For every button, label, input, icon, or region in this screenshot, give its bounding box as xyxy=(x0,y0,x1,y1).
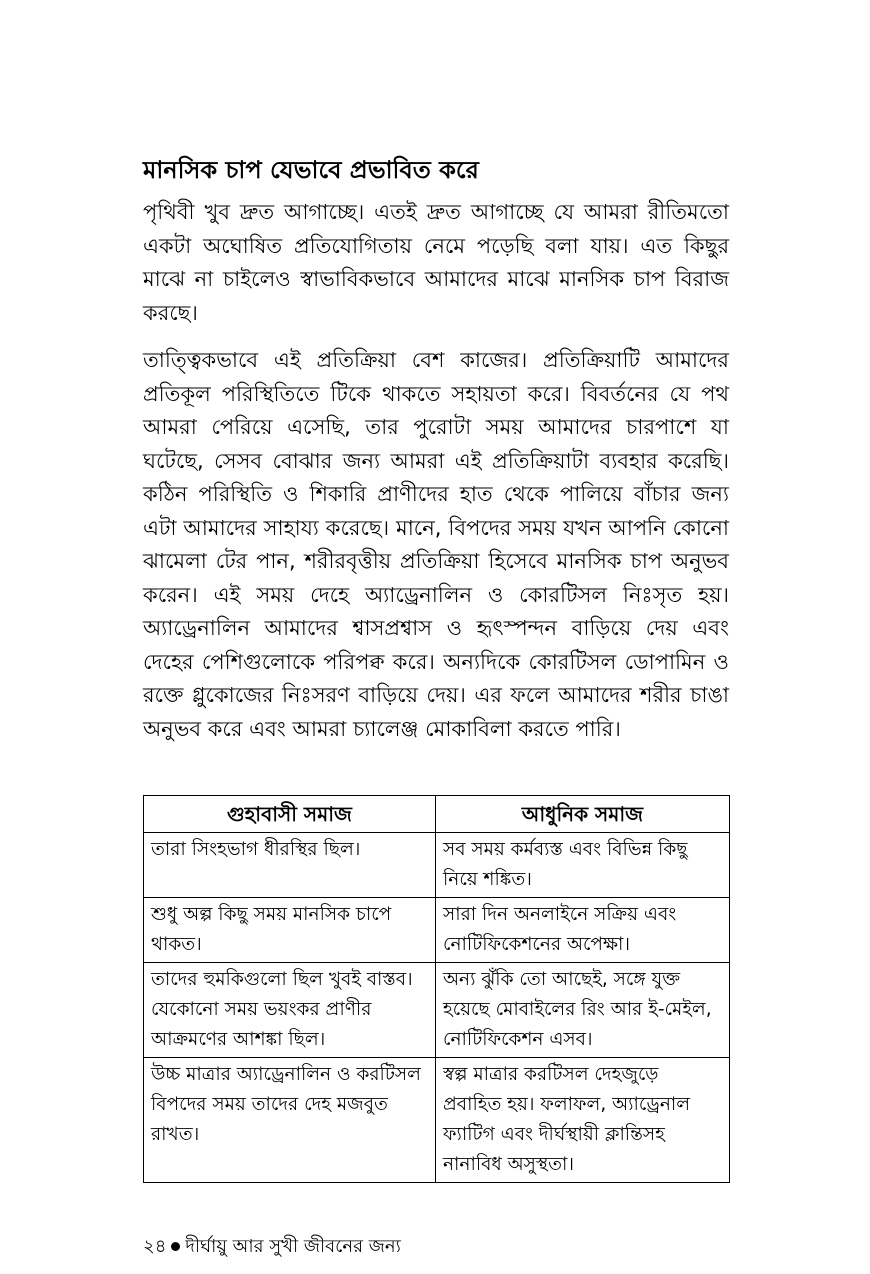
table-cell: তাদের হুমকিগুলো ছিল খুবই বাস্তব। যেকোনো সময় ভয়ংকর প্রাণীর আক্রমণের আশঙ্কা ছিল। xyxy=(144,963,436,1058)
table-cell: শুধু অল্প কিছু সময় মানসিক চাপে থাকত। xyxy=(144,898,436,963)
page-number: ২৪ xyxy=(143,1236,167,1257)
table-cell: সারা দিন অনলাইনে সক্রিয় এবং নোটিফিকেশনের অপেক্ষা। xyxy=(436,898,730,963)
table-row xyxy=(144,1058,730,1183)
table-header-row xyxy=(144,796,730,833)
table-row xyxy=(144,833,730,898)
paragraph: তাত্ত্বিকভাবে এই প্রতিক্রিয়া বেশ কাজের। প্রতিক্রিয়াটি আমাদের প্রতিকূল পরিস্থিতিতে টিকে থাকতে সহায়তা করে। বিবর্তনের যে পথ আমরা পেরিয়ে এসেছি, তার পুরোটা সময় আমাদের চারপাশে যা ঘটেছে, সেসব বোঝার জন্য আমরা এই প্রতিক্রিয়াটা ব্যবহার করেছি। কঠিন পরিস্থিতি ও শিকারি প্রাণীদের হাত থেকে পালিয়ে বাঁচার জন্য এটা আমাদের সাহায্য করেছে। মানে, বিপদের সময় যখন আপনি কোনো ঝামেলা টের পান, শরীরবৃত্তীয় প্রতিক্রিয়া হিসেবে মানসিক চাপ অনুভব করেন। এই সময় দেহে অ্যাড্রেনালিন ও কোরটিসল নিঃসৃত হয়। অ্যাড্রেনালিন আমাদের শ্বাসপ্রশ্বাস ও হৃৎস্পন্দন বাড়িয়ে দেয় এবং দেহের পেশিগুলোকে পরিপক্ব করে। অন্যদিকে কোরটিসল ডোপামিন ও রক্তে গ্লুকোজের নিঃসরণ বাড়িয়ে দেয়। এর ফলে আমাদের শরীর চাঙা অনুভব করে এবং আমরা চ্যালেঞ্জ মোকাবিলা করতে পারি। xyxy=(143,348,729,741)
page-content xyxy=(143,150,729,760)
bullet-icon xyxy=(171,1242,180,1251)
table-cell: অন্য ঝুঁকি তো আছেই, সঙ্গে যুক্ত হয়েছে মোবাইলের রিং আর ই-মেইল, নোটিফিকেশন এসব। xyxy=(436,963,730,1058)
table-cell: স্বল্প মাত্রার করটিসল দেহজুড়ে প্রবাহিত হয়। ফলাফল, অ্যাড্রেনাল ফ্যাটিগ এবং দীর্ঘস্থায়ী ক্লান্তিসহ নানাবিধ অসুস্থতা। xyxy=(436,1058,730,1183)
table-row xyxy=(144,898,730,963)
paragraph: পৃথিবী খুব দ্রুত আগাচ্ছে। এতই দ্রুত আগাচ্ছে যে আমরা রীতিমতো একটা অঘোষিত প্রতিযোগিতায় নেমে পড়েছি বলা যায়। এত কিছুর মাঝে না চাইলেও স্বাভাবিকভাবে আমাদের মাঝে মানসিক চাপ বিরাজ করছে। xyxy=(143,200,729,325)
book-title: দীর্ঘায়ু আর সুখী জীবনের জন্য xyxy=(185,1236,401,1257)
page-footer xyxy=(143,1233,401,1261)
table-cell: উচ্চ মাত্রার অ্যাড্রেনালিন ও করটিসল বিপদের সময় তাদের দেহ মজবুত রাখত। xyxy=(144,1058,436,1183)
table-cell: সব সময় কর্মব্যস্ত এবং বিভিন্ন কিছু নিয়ে শঙ্কিত। xyxy=(436,833,730,898)
table-row xyxy=(144,963,730,1058)
column-header-cave-society: গুহাবাসী সমাজ xyxy=(144,796,436,833)
comparison-table xyxy=(143,795,730,1183)
table-cell: তারা সিংহভাগ ধীরস্থির ছিল। xyxy=(144,833,436,898)
column-header-modern-society: আধুনিক সমাজ xyxy=(436,796,730,833)
section-heading: মানসিক চাপ যেভাবে প্রভাবিত করে xyxy=(143,156,479,184)
